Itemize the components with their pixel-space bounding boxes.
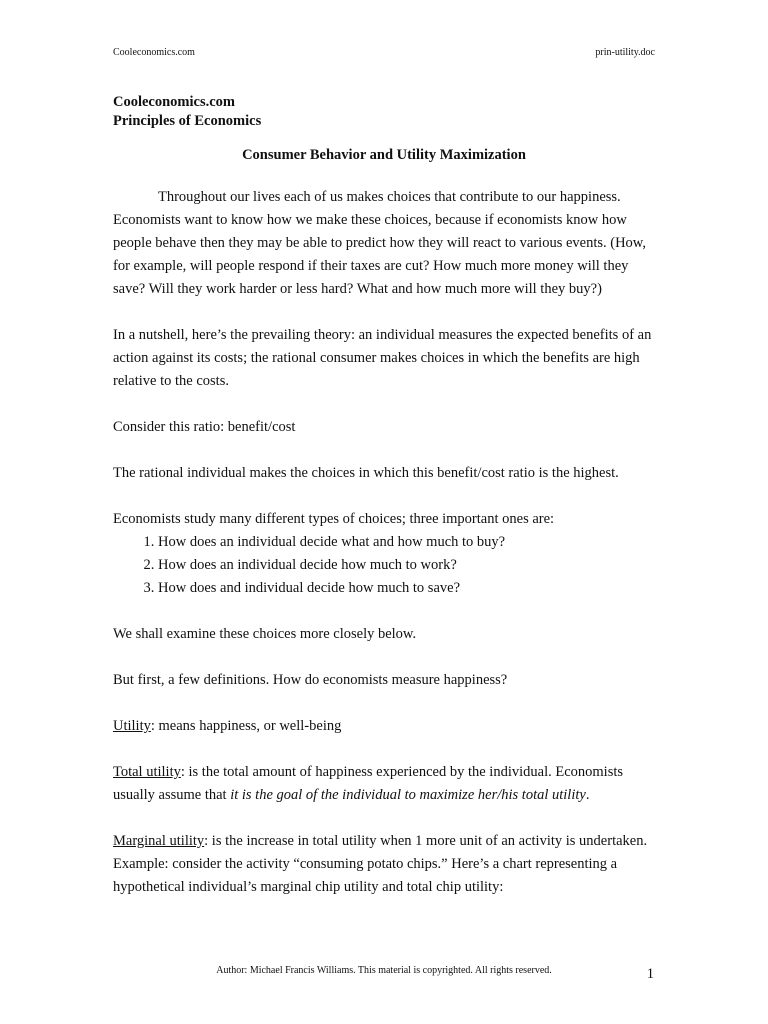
definition-total-end: . [585,787,590,803]
document-title: Consumer Behavior and Utility Maximization [242,147,526,163]
term-utility: Utility [113,718,151,734]
paragraph-examine: We shall examine these choices more closely below. [113,626,417,642]
choices-list [113,531,659,600]
brand-site: Cooleconomics.com [113,94,236,110]
definition-utility [113,715,659,738]
list-item: 2. How does an individual decide how much to work? [158,554,659,577]
definition-total-utility [113,761,659,807]
document-body [113,186,659,899]
paragraph-ratio: Consider this ratio: benefit/cost [113,419,296,435]
definition-marginal-utility [113,830,659,899]
list-item: 3. How does and individual decide how much to save? [158,577,659,600]
footer-author: Author: Michael Francis Williams. This material is copyrighted. All rights reserved. [216,965,552,976]
paragraph-intro: Throughout our lives each of us makes choices that contribute to our happiness. Economists want to know how we make these choices, because if economists know how people behave then they may be able to predict how they will react to various events. (How, for example, will people respond if their taxes are cut? How much more money will they save? Will they work harder or less hard? What and how much more will they buy?) [113,189,646,297]
term-marginal-utility: Marginal utility [113,833,205,849]
definition-total-text: : is the total amount of happiness experienced by the individual. Economists usually assume that [113,764,624,803]
paragraph-theory: In a nutshell, here’s the prevailing theory: an individual measures the expected benefits of an action against its costs; the rational consumer makes choices in which the benefits are high relative to the costs. [113,327,652,389]
paragraph-definitions-intro: But first, a few definitions. How do economists measure happiness? [113,672,508,688]
brand-block [113,93,261,131]
brand-course: Principles of Economics [113,113,262,129]
header-left: Cooleconomics.com [113,47,195,58]
definition-total-emphasis: it is the goal of the individual to maximize her/his total utility [230,787,586,803]
paragraph-rational: The rational individual makes the choices in which this benefit/cost ratio is the highest. [113,465,619,481]
paragraph-choices-intro: Economists study many different types of choices; three important ones are: [113,511,555,527]
definition-marginal-text: : is the increase in total utility when 1 more unit of an activity is undertaken. Example: consider the activity “consuming potato chips.” Here’s a chart representing a hypothetical individual’s marginal chip utility and total chip utility: [113,833,648,895]
term-total-utility: Total utility [113,764,181,780]
page-number: 1 [646,966,654,982]
header-right: prin-utility.doc [595,47,655,58]
list-item: 1. How does an individual decide what and how much to buy? [158,531,659,554]
definition-utility-text: : means happiness, or well-being [150,718,342,734]
